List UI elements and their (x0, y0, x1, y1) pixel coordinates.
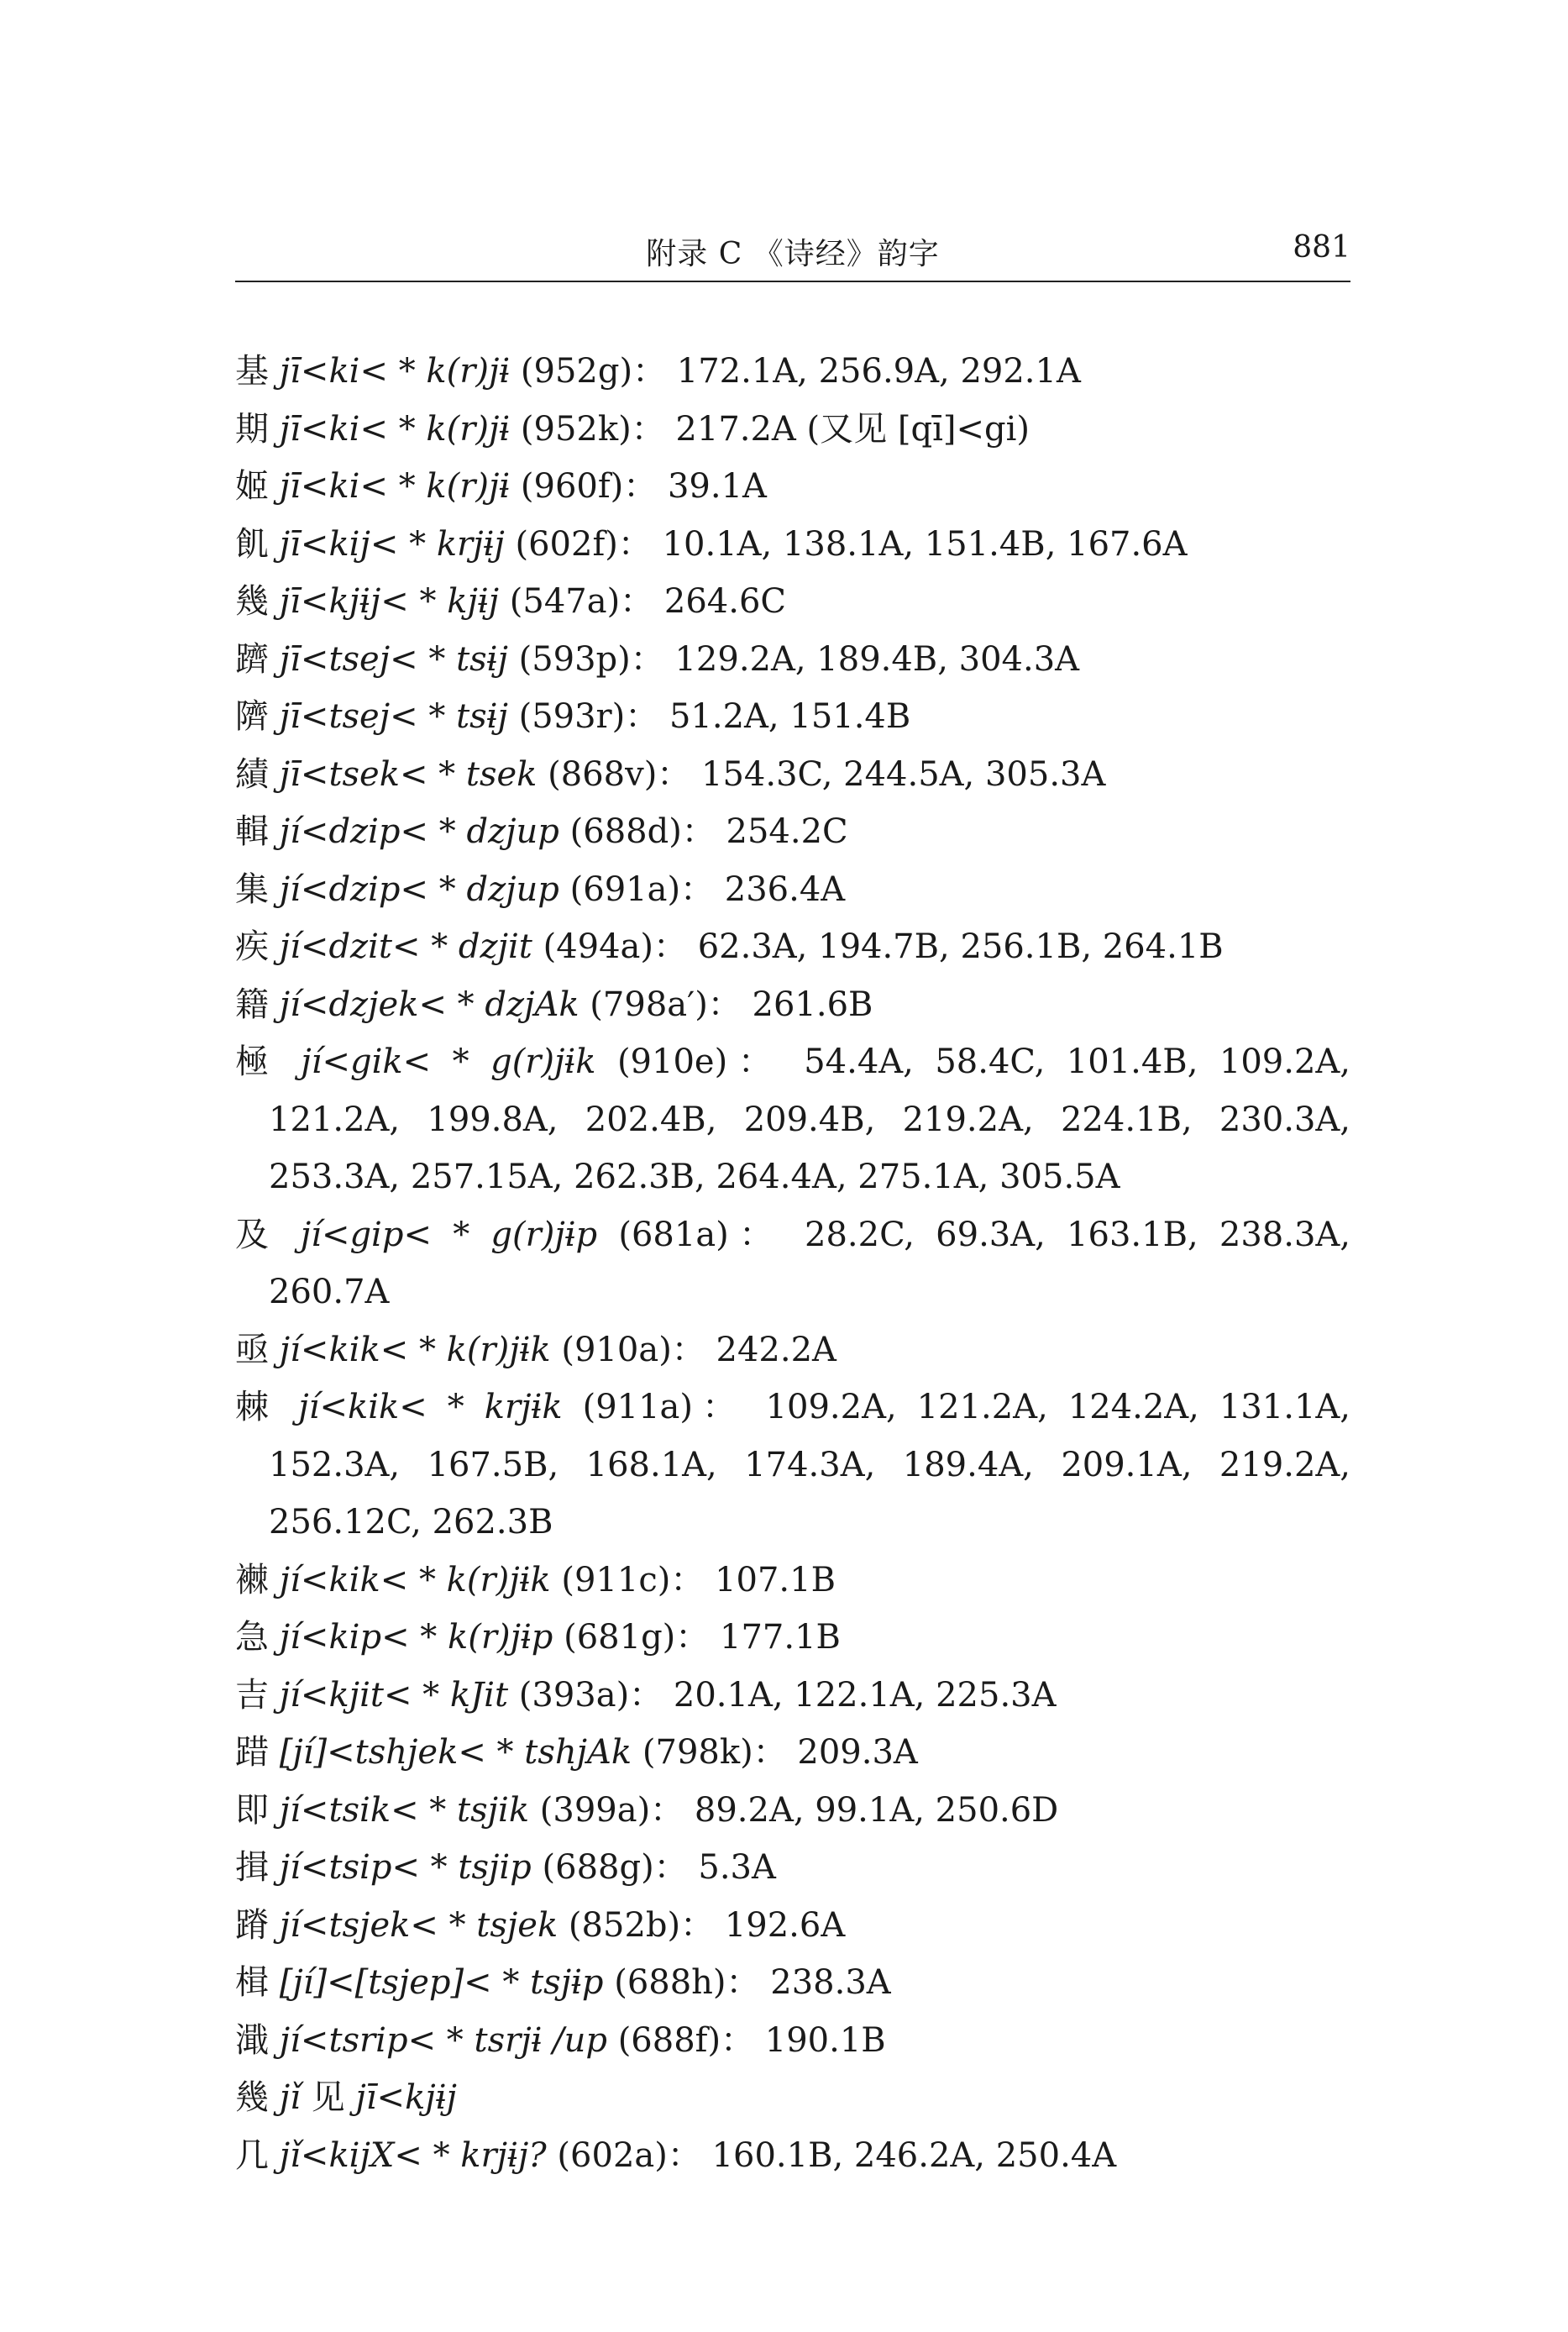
old-chinese: < * kjɨj (380, 582, 500, 621)
entry-row (235, 688, 1350, 746)
gsr-number: (798a′)： (579, 985, 753, 1024)
entry-pinyin: jī (269, 352, 301, 391)
entry-character: 亟 (235, 1330, 269, 1369)
gsr-number: (911c)： (550, 1560, 716, 1599)
entry-row (235, 2127, 1350, 2185)
poem-references: 109.2A, 121.2A, 124.2A, 131.1A, 152.3A, 167.5B, 168.1A, 174.3A, 189.4A, 209.1A, 219.2A, 256.12C, 262.3B (269, 1388, 1350, 1542)
middle-chinese: <tshjek (327, 1733, 459, 1772)
old-chinese: < * tsjɨp (464, 1963, 604, 2002)
entry-pinyin: jī (269, 639, 301, 679)
entry-character: 楫 (235, 1963, 269, 2002)
gsr-number: (593r)： (507, 697, 669, 736)
gsr-number: (547a)： (499, 582, 664, 621)
entry-character: 集 (235, 869, 269, 909)
entry-character: 輯 (235, 812, 269, 851)
entry-row (235, 401, 1350, 459)
poem-references: 172.1A, 256.9A, 292.1A (676, 352, 1081, 391)
entry-pinyin: jí (269, 1905, 301, 1945)
gsr-number: (852b)： (558, 1905, 725, 1945)
old-chinese: < * tsjek (410, 1905, 559, 1945)
middle-chinese: <kip (300, 1618, 382, 1657)
entry-character: 几 (235, 2135, 269, 2175)
middle-chinese: <ki (300, 467, 360, 506)
middle-chinese: <tsik (300, 1790, 391, 1830)
entry-character: 即 (235, 1790, 269, 1830)
gsr-number: (952g)： (510, 352, 677, 391)
old-chinese: < * tsjik (391, 1790, 530, 1830)
entry-character: 急 (235, 1618, 269, 1657)
cross-ref-label: 见 (300, 2078, 356, 2117)
entry-character: 姬 (235, 467, 269, 506)
entry-character: 揖 (235, 1848, 269, 1887)
middle-chinese: <tsjek (300, 1905, 411, 1945)
entry-pinyin: jī (269, 467, 301, 506)
entry-row (235, 746, 1350, 804)
middle-chinese: <kij (300, 524, 370, 564)
poem-references: 5.3A (698, 1848, 776, 1887)
poem-references: 190.1B (764, 2020, 886, 2060)
gsr-number: (602f)： (504, 524, 663, 564)
middle-chinese: <kjɨj (300, 582, 381, 621)
poem-references: 89.2A, 99.1A, 250.6D (694, 1790, 1059, 1830)
poem-references: 39.1A (667, 467, 767, 506)
entry-row (235, 343, 1350, 401)
entry-character: 濈 (235, 2020, 269, 2060)
old-chinese: < * k(r)jɨ (359, 409, 511, 449)
entry-row (235, 976, 1350, 1034)
entry-pinyin: jī (269, 582, 301, 621)
poem-references: 20.1A, 122.1A, 225.3A (673, 1675, 1057, 1715)
entry-character: 蹐 (235, 1905, 269, 1945)
middle-chinese: <gik (322, 1043, 403, 1081)
middle-chinese: <kik (300, 1560, 380, 1599)
old-chinese: < * dzjit (391, 927, 532, 966)
entry-row (235, 1379, 1350, 1552)
entry-row (235, 1839, 1350, 1897)
entry-row (235, 2012, 1350, 2070)
poem-references: 160.1B, 246.2A, 250.4A (711, 2135, 1117, 2175)
entry-pinyin: jí (269, 985, 301, 1024)
gsr-number: (960f)： (510, 467, 668, 506)
poem-references: 261.6B (752, 985, 873, 1024)
gsr-number: (681a)： (597, 1215, 805, 1254)
old-chinese: < * krjɨj (370, 524, 505, 564)
middle-chinese: <kjit (300, 1675, 384, 1715)
entry-character: 隮 (235, 697, 269, 736)
entry-pinyin: jí (269, 1618, 301, 1657)
entry-pinyin: [jí] (269, 1733, 328, 1772)
entry-character: 襋 (235, 1560, 269, 1599)
entry-row (235, 1609, 1350, 1667)
entry-row (235, 1724, 1350, 1782)
poem-references: 254.2C (726, 812, 848, 851)
entry-pinyin: jí (278, 1388, 320, 1426)
entry-character: 極 (235, 1043, 280, 1081)
middle-chinese: <dzip (300, 812, 401, 851)
entry-character: 幾 (235, 2078, 269, 2117)
gsr-number: (593p)： (507, 639, 675, 679)
entry-row (235, 918, 1350, 976)
gsr-number: (911a)： (562, 1388, 766, 1426)
middle-chinese: <tsek (300, 754, 400, 794)
poem-references: 242.2A (716, 1330, 836, 1369)
entry-pinyin: jǐ (269, 2135, 301, 2175)
poem-references: 62.3A, 194.7B, 256.1B, 264.1B (697, 927, 1224, 966)
poem-references: 51.2A, 151.4B (669, 697, 911, 736)
entry-row (235, 1206, 1350, 1321)
poem-references: 192.6A (724, 1905, 846, 1945)
entry-character: 基 (235, 352, 269, 391)
old-chinese: < * krjɨj? (394, 2135, 547, 2175)
entry-pinyin: jī (269, 524, 301, 564)
middle-chinese: <kik (319, 1388, 400, 1426)
entry-row (235, 861, 1350, 919)
entry-pinyin: jǐ (269, 2078, 301, 2117)
running-header (235, 225, 1350, 282)
gsr-number: (399a)： (529, 1790, 695, 1830)
entry-pinyin: jí (269, 1330, 301, 1369)
entry-pinyin: jī (269, 409, 301, 449)
middle-chinese: <ki (300, 409, 360, 449)
gsr-number: (393a)： (508, 1675, 674, 1715)
middle-chinese: <kik (300, 1330, 380, 1369)
old-chinese: < * dzjup (400, 869, 559, 909)
entry-row (235, 573, 1350, 631)
entry-character: 躋 (235, 639, 269, 679)
entry-row (235, 1782, 1350, 1840)
gsr-number: (494a)： (532, 927, 698, 966)
poem-references: 10.1A, 138.1A, 151.4B, 167.6A (662, 524, 1188, 564)
middle-chinese: <ki (300, 352, 360, 391)
gsr-number: (910a)： (550, 1330, 716, 1369)
entry-pinyin: jī (269, 697, 301, 736)
old-chinese: < * tsek (399, 754, 538, 794)
gsr-number: (688h)： (603, 1963, 771, 2002)
gsr-number: (688f)： (606, 2020, 765, 2060)
page-number: 881 (1293, 230, 1350, 265)
entry-pinyin: jí (279, 1215, 322, 1254)
middle-chinese: <tsej (300, 639, 391, 679)
poem-references: 238.3A (770, 1963, 891, 2002)
old-chinese: < * tsrjɨ /up (407, 2020, 607, 2060)
middle-chinese: <dzjek (300, 985, 419, 1024)
entry-character: 及 (235, 1215, 280, 1254)
entry-character: 績 (235, 754, 269, 794)
old-chinese: < * tsɨj (390, 639, 508, 679)
header-title: 附录 C 《诗经》韵字 (646, 237, 940, 271)
poem-references: 129.2A, 189.4B, 304.3A (674, 639, 1080, 679)
gsr-number: (688d)： (559, 812, 726, 851)
old-chinese: < * kJit (383, 1675, 509, 1715)
entry-character: 飢 (235, 524, 269, 564)
middle-chinese: <tsrip (300, 2020, 408, 2060)
entry-row (235, 631, 1350, 689)
entry-character: 籍 (235, 985, 269, 1024)
entry-row (235, 1897, 1350, 1955)
entry-character: 踖 (235, 1733, 269, 1772)
old-chinese: < * g(r)jɨp (403, 1215, 598, 1254)
entry-character: 吉 (235, 1675, 269, 1715)
gsr-number: (602a)： (546, 2135, 712, 2175)
poem-references: 154.3C, 244.5A, 305.3A (701, 754, 1106, 794)
middle-chinese: <kijX (300, 2135, 395, 2175)
gsr-number: (868v)： (537, 754, 702, 794)
entry-pinyin: [jí] (269, 1963, 328, 2002)
old-chinese: < * dzjup (400, 812, 559, 851)
gsr-number: (952k)： (510, 409, 676, 449)
poem-references: 264.6C (663, 582, 787, 621)
entry-pinyin: jí (269, 1790, 301, 1830)
entry-pinyin: jí (269, 2020, 301, 2060)
entry-pinyin: jí (279, 1043, 323, 1081)
poem-references: 107.1B (715, 1560, 836, 1599)
entry-character: 期 (235, 409, 269, 449)
entry-row (235, 458, 1350, 516)
old-chinese: < * dzjAk (418, 985, 579, 1024)
entry-character: 疾 (235, 927, 269, 966)
old-chinese: < * tshjAk (458, 1733, 632, 1772)
entry-row (235, 1667, 1350, 1725)
poem-references: 28.2C, 69.3A, 163.1B, 238.3A, 260.7A (269, 1215, 1351, 1311)
entry-row (235, 803, 1350, 861)
entry-pinyin: jí (269, 1560, 301, 1599)
middle-chinese: <tsej (300, 697, 391, 736)
entry-character: 幾 (235, 582, 269, 621)
old-chinese: < * k(r)jɨ (359, 467, 511, 506)
entry-pinyin: jí (269, 1848, 301, 1887)
poem-references: 177.1B (720, 1618, 841, 1657)
entry-row (235, 2069, 1350, 2127)
poem-references: 54.4A, 58.4C, 101.4B, 109.2A, 121.2A, 199.8A, 202.4B, 209.4B, 219.2A, 224.1B, 230.3A, 253.3A, 257.15A, 262.3B, 264.4A, 275.1A, 305.5A (269, 1043, 1350, 1196)
gsr-number: (910e)： (595, 1043, 805, 1081)
entry-pinyin: jí (269, 1675, 301, 1715)
gsr-number: (688g)： (531, 1848, 699, 1887)
entry-pinyin: jí (269, 812, 301, 851)
cross-ref-target: jī<kjɨj (355, 2078, 457, 2117)
entry-character: 棘 (235, 1388, 279, 1426)
poem-references: 236.4A (724, 869, 846, 909)
old-chinese: < * krjɨk (399, 1388, 563, 1426)
rhyme-word-list (235, 343, 1350, 2184)
entry-row (235, 1321, 1350, 1379)
middle-chinese: <[tsjep] (327, 1963, 464, 2002)
middle-chinese: <dzit (300, 927, 392, 966)
poem-references: 217.2A (又见 [qī]<gi) (675, 409, 1030, 449)
entry-row (235, 1552, 1350, 1610)
old-chinese: < * tsɨj (390, 697, 508, 736)
middle-chinese: <gip (321, 1215, 404, 1254)
entry-pinyin: jī (269, 754, 301, 794)
entry-pinyin: jí (269, 869, 301, 909)
gsr-number: (681g)： (553, 1618, 720, 1657)
entry-pinyin: jí (269, 927, 301, 966)
middle-chinese: <dzip (300, 869, 401, 909)
poem-references: 209.3A (797, 1733, 918, 1772)
gsr-number: (798k)： (632, 1733, 798, 1772)
entry-row (235, 1954, 1350, 2012)
old-chinese: < * k(r)jɨp (381, 1618, 553, 1657)
old-chinese: < * k(r)jɨ (359, 352, 511, 391)
entry-row (235, 516, 1350, 574)
gsr-number: (691a)： (559, 869, 725, 909)
middle-chinese: <tsip (300, 1848, 392, 1887)
old-chinese: < * g(r)jɨk (402, 1043, 596, 1081)
old-chinese: < * k(r)jɨk (380, 1330, 551, 1369)
old-chinese: < * tsjip (391, 1848, 532, 1887)
old-chinese: < * k(r)jɨk (380, 1560, 551, 1599)
entry-row (235, 1033, 1350, 1206)
